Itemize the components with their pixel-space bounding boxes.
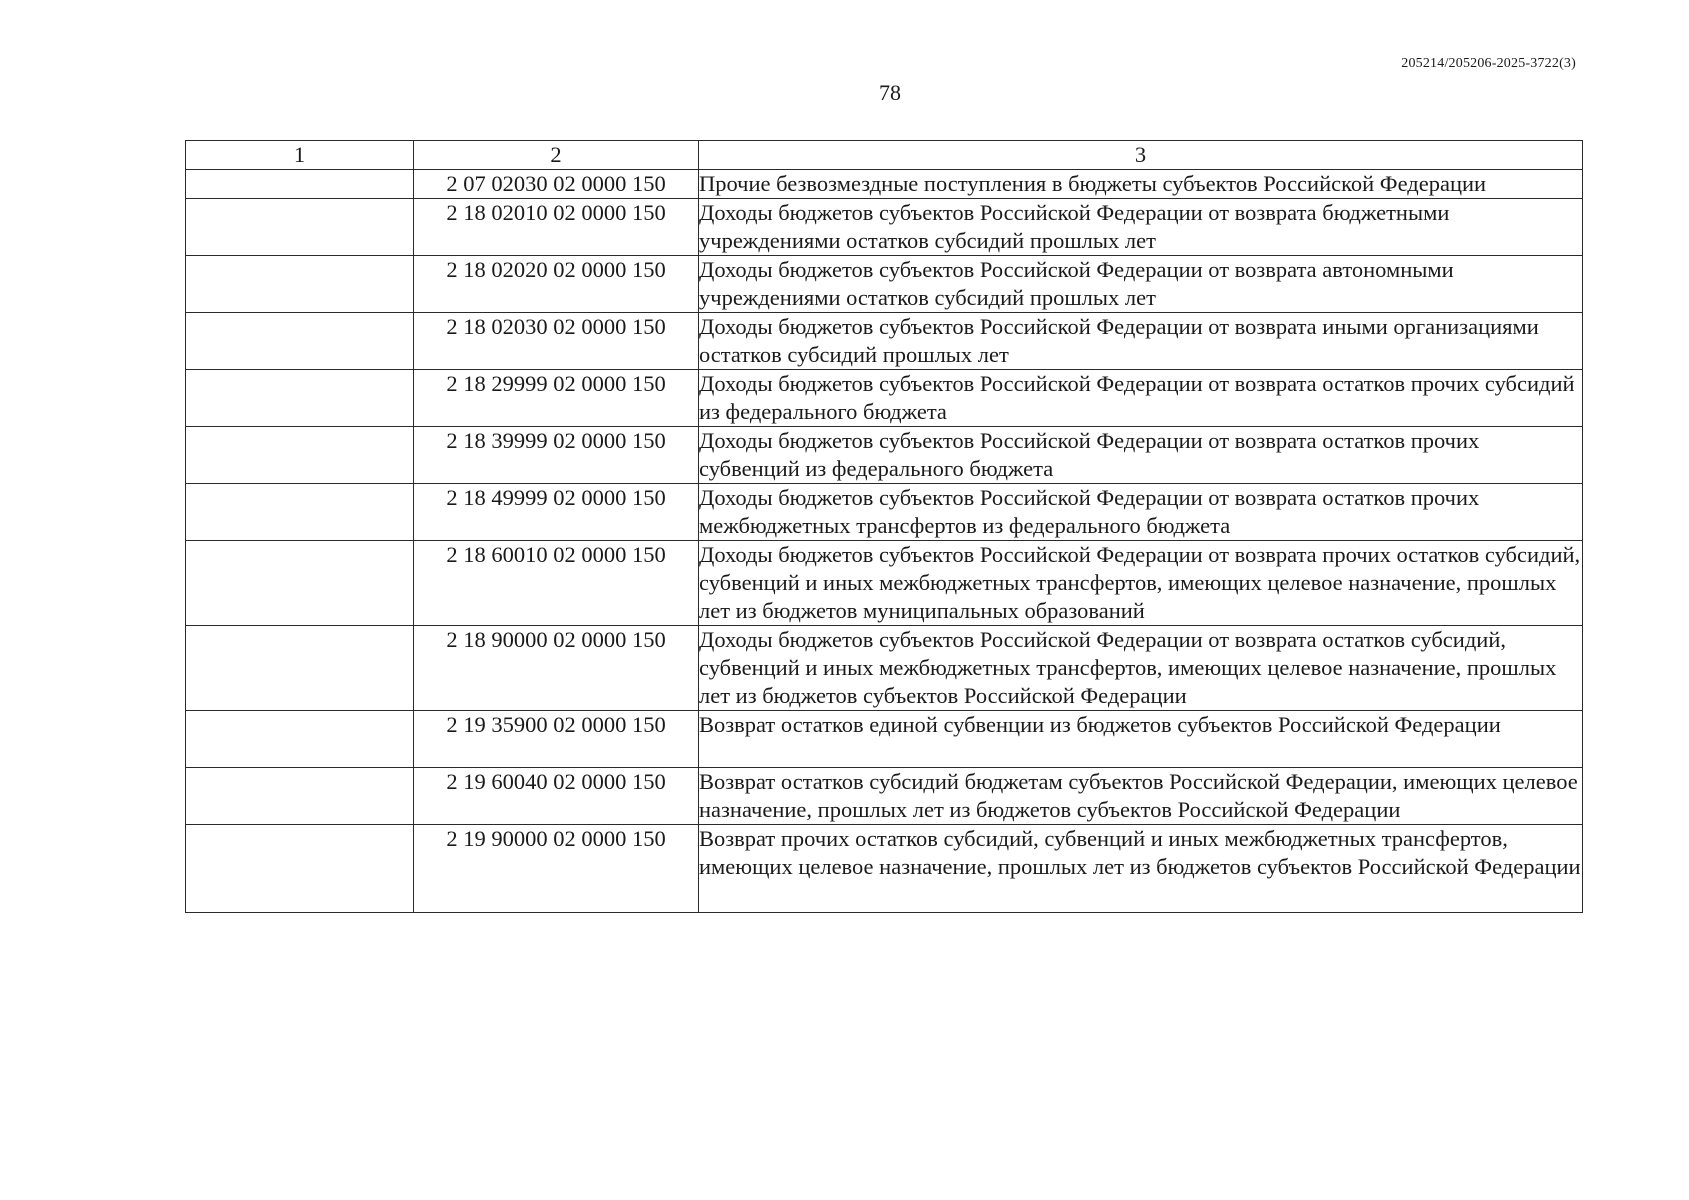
- name-cell: Доходы бюджетов субъектов Российской Федерации от возврата иными организациями остатков субсидий прошлых лет: [699, 313, 1583, 370]
- code-cell: 2 19 90000 02 0000 150: [414, 825, 699, 913]
- table-row: [186, 370, 1583, 427]
- admin-cell: [186, 711, 414, 768]
- table-row: [186, 768, 1583, 825]
- code-cell: 2 18 60010 02 0000 150: [414, 541, 699, 626]
- name-cell: Возврат прочих остатков субсидий, субвенций и иных межбюджетных трансфертов, имеющих целевое назначение, прошлых лет из бюджетов субъектов Российской Федерации: [699, 825, 1583, 913]
- table-row: [186, 825, 1583, 913]
- table-row: [186, 256, 1583, 313]
- admin-cell: [186, 825, 414, 913]
- code-cell: 2 18 90000 02 0000 150: [414, 626, 699, 711]
- admin-cell: [186, 170, 414, 199]
- name-cell: Возврат остатков субсидий бюджетам субъектов Российской Федерации, имеющих целевое назначение, прошлых лет из бюджетов субъектов Российской Федерации: [699, 768, 1583, 825]
- code-cell: 2 18 29999 02 0000 150: [414, 370, 699, 427]
- code-cell: 2 18 02010 02 0000 150: [414, 199, 699, 256]
- name-cell: Доходы бюджетов субъектов Российской Федерации от возврата остатков субсидий, субвенций и иных межбюджетных трансфертов, имеющих целевое назначение, прошлых лет из бюджетов субъектов Российской Федерации: [699, 626, 1583, 711]
- name-cell: Возврат остатков единой субвенции из бюджетов субъектов Российской Федерации: [699, 711, 1583, 768]
- code-cell: 2 18 39999 02 0000 150: [414, 427, 699, 484]
- admin-cell: [186, 484, 414, 541]
- name-cell: Доходы бюджетов субъектов Российской Федерации от возврата автономными учреждениями остатков субсидий прошлых лет: [699, 256, 1583, 313]
- column-header-3: 3: [699, 141, 1583, 170]
- code-cell: 2 18 02020 02 0000 150: [414, 256, 699, 313]
- admin-cell: [186, 626, 414, 711]
- admin-cell: [186, 313, 414, 370]
- name-cell: Доходы бюджетов субъектов Российской Федерации от возврата бюджетными учреждениями остатков субсидий прошлых лет: [699, 199, 1583, 256]
- admin-cell: [186, 541, 414, 626]
- admin-cell: [186, 256, 414, 313]
- admin-cell: [186, 427, 414, 484]
- name-cell: Доходы бюджетов субъектов Российской Федерации от возврата прочих остатков субсидий, субвенций и иных межбюджетных трансфертов, имеющих целевое назначение, прошлых лет из бюджетов муниципальных образований: [699, 541, 1583, 626]
- table-header-row: [186, 141, 1583, 170]
- name-cell: Доходы бюджетов субъектов Российской Федерации от возврата остатков прочих субвенций из федерального бюджета: [699, 427, 1583, 484]
- budget-revenue-table: [185, 140, 1583, 913]
- admin-cell: [186, 199, 414, 256]
- name-cell: Прочие безвозмездные поступления в бюджеты субъектов Российской Федерации: [699, 170, 1583, 199]
- admin-cell: [186, 768, 414, 825]
- name-cell: Доходы бюджетов субъектов Российской Федерации от возврата остатков прочих межбюджетных трансфертов из федерального бюджета: [699, 484, 1583, 541]
- table-row: [186, 484, 1583, 541]
- code-cell: 2 19 35900 02 0000 150: [414, 711, 699, 768]
- table-row: [186, 427, 1583, 484]
- column-header-2: 2: [414, 141, 699, 170]
- column-header-1: 1: [186, 141, 414, 170]
- table-row: [186, 199, 1583, 256]
- code-cell: 2 18 02030 02 0000 150: [414, 313, 699, 370]
- table-row: [186, 541, 1583, 626]
- document-id: 205214/205206-2025-3722(3): [1401, 56, 1576, 71]
- table-row: [186, 711, 1583, 768]
- code-cell: 2 18 49999 02 0000 150: [414, 484, 699, 541]
- name-cell: Доходы бюджетов субъектов Российской Федерации от возврата остатков прочих субсидий из федерального бюджета: [699, 370, 1583, 427]
- admin-cell: [186, 370, 414, 427]
- table-row: [186, 626, 1583, 711]
- code-cell: 2 19 60040 02 0000 150: [414, 768, 699, 825]
- table-row: [186, 170, 1583, 199]
- code-cell: 2 07 02030 02 0000 150: [414, 170, 699, 199]
- table-row: [186, 313, 1583, 370]
- page-number: 78: [879, 80, 901, 105]
